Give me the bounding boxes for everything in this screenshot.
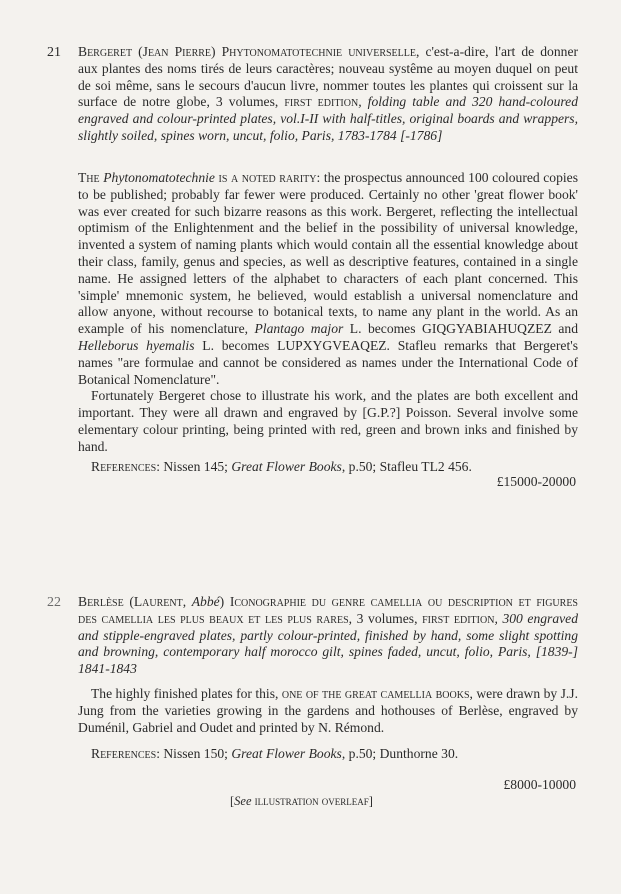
lot-header (78, 44, 578, 145)
lot-estimate: £8000-10000 (503, 777, 576, 792)
lot-notes (78, 170, 578, 456)
references-label: References (91, 459, 157, 474)
lot-number: 21 (47, 45, 61, 60)
note-paragraph: Fortunately Bergeret chose to illustrate his work, and the plates are both excellent and important. They were all drawn and engraved by [G.P.?] Poisson. Several involve some elementary colour printing, being printed with red, green and brown inks and finished by hand. (78, 388, 578, 454)
example-code: LUPXYGVEAQEZ. (277, 337, 390, 353)
note-paragraph (78, 686, 578, 736)
references-book: Great Flower Books (231, 459, 342, 474)
note-text: : the prospectus announced 100 coloured copies to be published; probably far fewer were produced. Certainly no other 'great flower book' was ever created for such bizarre reasons as this work. Bergeret, reflecting the intellectual optimism of the Enlightenment and the belief in the possibility of universal knowledge, invented a system of naming plants which would contain all the essential knowledge about their class, family, genus and species, as well as descriptive features, contained in a single name. He assigned letters of the alphabet to characters of each plant concerned. This 'simple' mnemonic system, he believed, would establish a universal nomenclature and allow anyone, without recourse to botanical texts, to name any plant in the world. As an example of his nomenclature, (78, 170, 578, 337)
lot-description: , folding table and 320 hand-coloured engraved and colour-printed plates, vol.I-II with half-titles, original boards and wrappers, slightly soiled, spines worn, uncut, folio, Paris, 1783-1784 [-1786] (78, 94, 579, 143)
bracket-close: ] (368, 794, 373, 808)
note-lead-rarity: is a noted rarity (218, 170, 317, 185)
example-plant: Plantago major (254, 321, 344, 337)
references-text: : Nissen 150; (156, 746, 228, 761)
references-label: References (91, 746, 157, 761)
lot-header (78, 594, 578, 678)
lot-edition: first edition (284, 94, 359, 110)
lot-title: Iconographie du genre camellia ou description et figures des camellia les plus beaux et les plus rares (78, 594, 578, 626)
lot-author: Bergeret (Jean Pierre) (78, 44, 216, 59)
example-auth: L. becomes (202, 337, 270, 353)
note-text: The highly finished plates for this, (91, 686, 279, 701)
overleaf-text: illustration overleaf (254, 794, 369, 808)
note-paragraph (78, 170, 578, 388)
bracket-open: [ (230, 794, 235, 808)
references-text: : Nissen 145; (156, 459, 228, 474)
lot-edition: first edition (422, 610, 495, 626)
see-word: See (234, 794, 252, 808)
example-and: and (558, 321, 579, 337)
lot-author-title: Abbé (191, 594, 220, 609)
illustration-overleaf-note (230, 794, 373, 809)
lot-header-text: , c'est-a-dire, l'art de donner aux plantes des noms tirés de leurs caractères; nouveau systême au moyen duquel on peut de soi même, sans le secours d'aucun livre, nommer toutes les plantes qui croissent sur la surface de notre globe, 3 volumes, (78, 44, 579, 110)
note-lead-title: Phytonomatotechnie (103, 170, 215, 185)
note-text-end: Stafleu remarks that Bergeret's names "are formulae and cannot be considered as names under the International Code of Botanical Nomenclature". (78, 337, 578, 387)
lot-author-close: ) (219, 594, 225, 609)
lot-references (91, 745, 458, 763)
note-lead: The (78, 170, 100, 185)
lot-number: 22 (47, 595, 61, 610)
example-plant: Helleborus hyemalis (78, 337, 195, 353)
lot-author: Berlèse (Laurent, (78, 594, 187, 609)
lot-notes (78, 686, 578, 736)
lot-volumes: , 3 volumes, (348, 610, 423, 626)
references-book: Great Flower Books (231, 746, 342, 761)
lot-estimate: £15000-20000 (496, 474, 576, 489)
note-text: , were drawn by J.J. Jung from the varieties growing in the gardens and hothouses of Berlèse, engraved by Duménil, Gabriel and Oudet and printed by N. Rémond. (78, 686, 578, 735)
references-text: , p.50; Dunthorne 30. (341, 746, 459, 761)
note-highlight: one of the great camellia books (281, 686, 470, 701)
lot-title: Phytonomatotechnie universelle (221, 44, 416, 59)
example-code: GIQGYABIAHUQZEZ (422, 321, 552, 337)
example-auth: L. becomes (349, 321, 416, 337)
references-text: , p.50; Stafleu TL2 456. (341, 459, 472, 474)
lot-references (91, 458, 472, 476)
lot-description: , 300 engraved and stipple-engraved plates, partly colour-printed, finished by hand, some slight spotting and browning, contemporary half morocco gilt, spines faded, uncut, folio, Paris, [1839-] 1841-1843 (78, 610, 579, 677)
